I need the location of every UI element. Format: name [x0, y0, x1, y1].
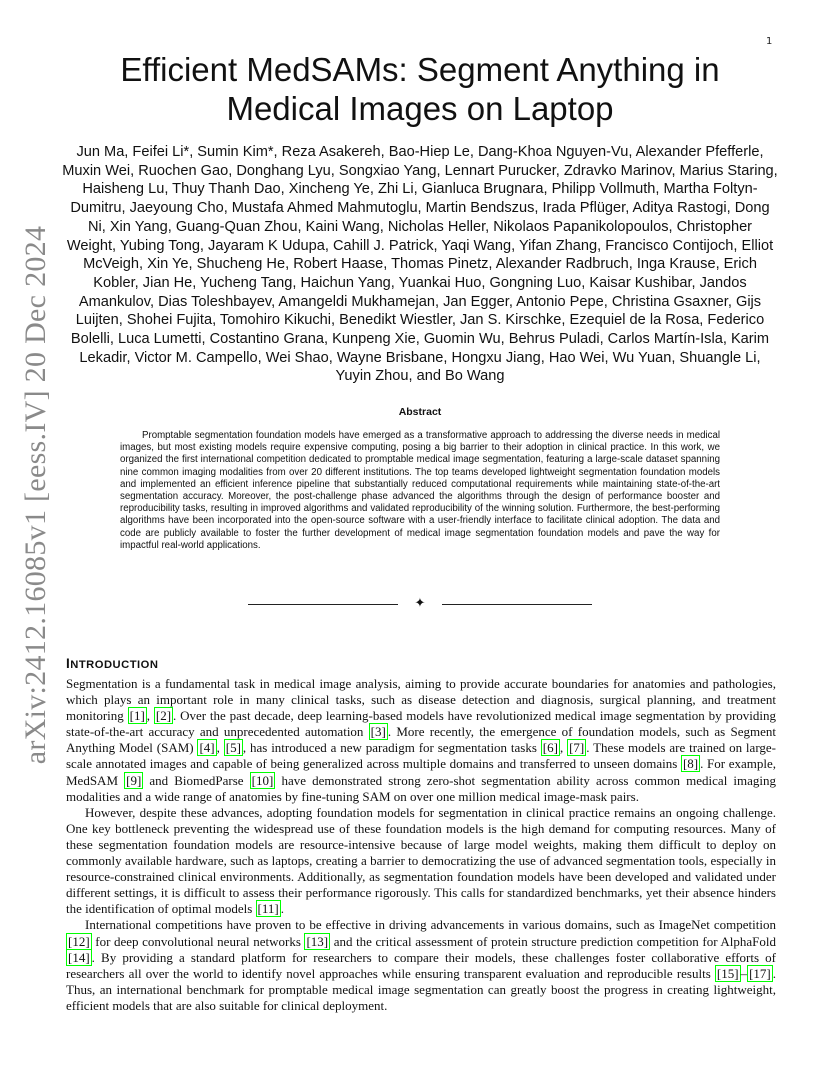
citation-link[interactable]: [11] [257, 901, 279, 917]
section-heading-introduction [66, 656, 158, 671]
separator-rule-left [248, 604, 398, 605]
citation-link[interactable]: [14] [68, 949, 90, 965]
citation-link[interactable]: [17] [749, 965, 771, 981]
paper-title: Efficient MedSAMs: Segment Anything in Medical Images on Laptop [120, 51, 720, 127]
citation-link[interactable]: [6] [542, 740, 558, 756]
citation-link[interactable]: [2] [155, 708, 172, 724]
introduction-body [66, 676, 776, 1014]
citation-link[interactable]: [1] [129, 708, 145, 724]
four-point-star-icon: ✦ [414, 596, 426, 611]
citation-link[interactable]: [7] [569, 740, 585, 756]
separator-rule-right [442, 604, 592, 605]
section-heading-initial: I [66, 656, 71, 671]
section-heading-rest: NTRODUCTION [70, 659, 159, 671]
citation-link[interactable]: [9] [126, 772, 142, 788]
citation-link[interactable]: [15] [716, 965, 739, 981]
body-paragraph: International competitions have proven to be effective in driving advancements in various domains, such as ImageNet competition [12] for deep convolutional neural networks [13] and the critical assessment of protein structure prediction competition for AlphaFold [14] . By providing a standard platform for researchers to compare their models, these challenges foster collaborative efforts of researchers all over the world to identify novel approaches while ensuring transparent evaluation and reproducible results [15] – [17] . Thus, an international benchmark for promptable medical image segmentation can greatly boost the progress in creating lightweight, efficient models that are also suitable for clinical deployment. [66, 917, 776, 1013]
citation-link[interactable]: [13] [306, 933, 329, 949]
citation-link[interactable]: [12] [68, 933, 90, 949]
body-paragraph: Segmentation is a fundamental task in medical image analysis, aiming to provide accurate boundaries for anatomies and pathologies, which plays an important role in many clinical tasks, such as disease detection and diagnosis, surgical planning, and treatment monitoring [1] , [2] . Over the past decade, deep learning-based models have revolutionized medical image segmentation by providing state-of-the-art accuracy and unprecedented automation [3] . More recently, the emergence of foundation models, such as Segment Anything Model (SAM) [4] , [5] , has introduced a new paradigm for segmentation tasks [6] , [7] . These models are trained on large-scale annotated images and capable of being generalized across multiple domains and transferred to unseen domains [8] . For example, MedSAM [9] and BiomedParse [10] have demonstrated strong zero-shot segmentation ability across common medical imaging modalities and a wide range of anatomies by fine-tuning SAM on over one million medical image-mask pairs. [66, 676, 777, 804]
author-list: Jun Ma, Feifei Li*, Sumin Kim*, Reza Asakereh, Bao-Hiep Le, Dang-Khoa Nguyen-Vu, Alexander Pfefferle, Muxin Wei, Ruochen Gao, Donghang Lyu, Songxiao Yang, Lennart Purucker, Zdravko Marinov, Marius Staring, Haisheng Lu, Thuy Thanh Dao, Xincheng Ye, Zhi Li, Gianluca Brugnara, Philipp Vollmuth, Martha Foltyn-Dumitru, Jaeyoung Cho, Mustafa Ahmed Mahmutoglu, Martin Bendszus, Irada Pflüger, Aditya Rastogi, Dong Ni, Xin Yang, Guang-Quan Zhou, Kaini Wang, Nicholas Heller, Nikolaos Papanikolopoulos, Christopher Weight, Yubing Tong, Jayaram K Udupa, Cahill J. Patrick, Yaqi Wang, Yifan Zhang, Francisco Contijoch, Elliot McVeigh, Xin Ye, Shucheng He, Robert Haase, Thomas Pinetz, Alexander Radbruch, Inga Krause, Erich Kobler, Jian He, Yucheng Tang, Haichun Yang, Yuankai Huo, Gongning Luo, Kaisar Kushibar, Jandos Amankulov, Dias Toleshbayev, Amangeldi Mukhamejan, Jan Egger, Antonio Pepe, Christina Gsaxner, Gijs Luijten, Shohei Fujita, Tomohiro Kikuchi, Benedikt Wiestler, Jan S. Kirschke, Ezequiel de la Rosa, Federico Bolelli, Luca Lumetti, Costantino Grana, Kunpeng Xie, Guomin Wu, Behrus Puladi, Carlos Martín-Isla, Karim Lekadir, Victor M. Campello, Wei Shao, Wayne Brisbane, Hongxu Jiang, Hao Wei, Wu Yuan, Shuangle Li, Yuyin Zhou, and Bo Wang [62, 144, 778, 385]
abstract-heading: Abstract [398, 406, 442, 418]
abstract-text: Promptable segmentation foundation models have emerged as a transformative approach to addressing the diverse needs in medical images, but most existing models require expensive computing, posing a big barrier to their adoption in clinical practice. In this work, we organized the first international competition dedicated to promptable medical image segmentation, featuring a large-scale dataset spanning nine common imaging modalities from over 20 different institutions. The top teams developed lightweight segmentation foundation models and implemented an efficient inference pipeline that substantially reduced computational requirements while maintaining state-of-the-art segmentation accuracy. Moreover, the post-challenge phase advanced the algorithms through the design of performance booster and reproducibility tasks, resulting in improved algorithms and validated reproducibility of the winning solution. Furthermore, the best-performing algorithms have been incorporated into the open-source software with a user-friendly interface to facilitate clinical adoption. The data and code are publicly available to foster the further development of medical image segmentation foundation models and pave the way for impactful real-world applications. [120, 430, 720, 551]
section-separator [248, 597, 592, 611]
arxiv-identifier-stamp: arXiv:2412.16085v1 [eess.IV] 20 Dec 2024 [19, 225, 52, 765]
body-paragraph: However, despite these advances, adopting foundation models for segmentation in clinical practice remains an ongoing challenge. One key bottleneck preventing the widespread use of these foundation models is the high demand for computing resources. Many of these segmentation foundation models are resource-intensive because of large model weights, making them difficult to deploy on commonly available hardware, such as laptops, creating a barrier to democratizing the use of advanced segmentation tools, especially in resource-constrained clinical environments. Additionally, as segmentation foundation models have been developed and validated under different settings, it is difficult to assess their performance rigorously. This calls for standardized benchmarks, yet their absence hinders the identification of optimal models [11] . [66, 804, 776, 917]
citation-link[interactable]: [8] [682, 756, 699, 772]
citation-link[interactable]: [5] [225, 740, 241, 756]
citation-link[interactable]: [10] [251, 772, 274, 788]
citation-link[interactable]: [4] [199, 740, 215, 756]
page-number: 1 [766, 36, 773, 47]
citation-link[interactable]: [3] [370, 724, 386, 740]
